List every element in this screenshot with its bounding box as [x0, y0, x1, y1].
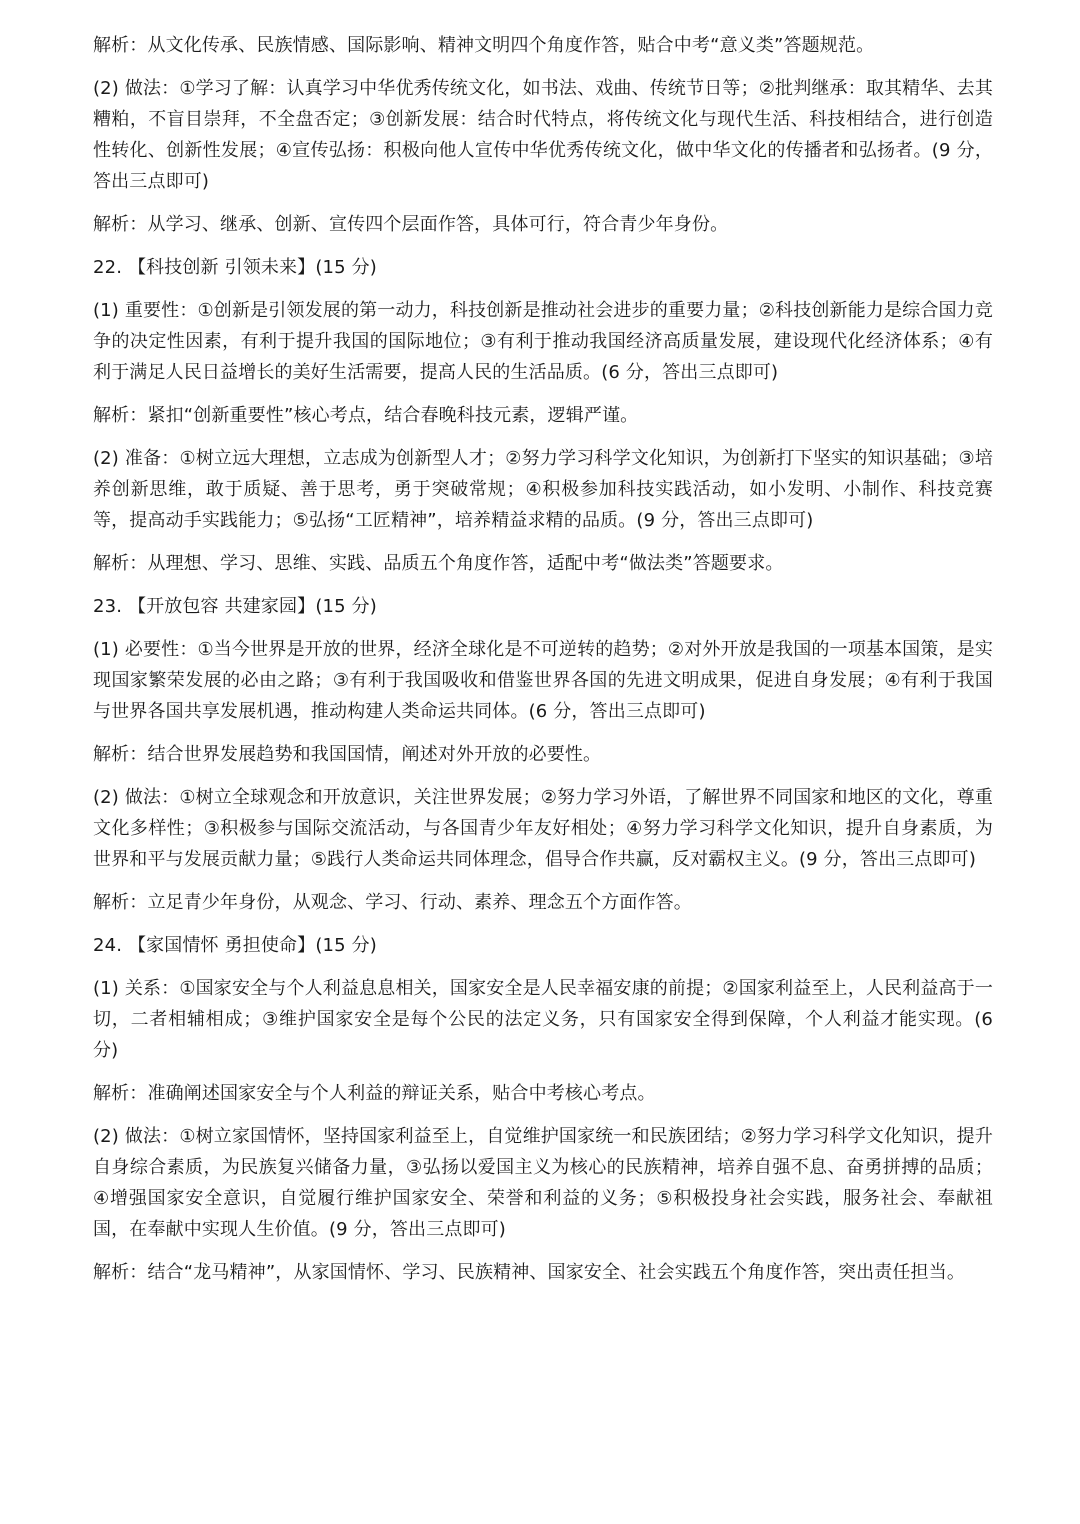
analysis-paragraph: 解析：从文化传承、民族情感、国际影响、精神文明四个角度作答，贴合中考“意义类”答题规范。 — [93, 35, 875, 56]
answer-paragraph: (1) 必要性：①当今世界是开放的世界，经济全球化是不可逆转的趋势；②对外开放是我国的一项基本国策，是实现国家繁荣发展的必由之路；③有利于我国吸收和借鉴世界各国的先进文明成果，促进自身发展；④有利于我国与世界各国共享发展机遇，推动构建人类命运共同体。(6 分，答出三点即可) — [93, 639, 993, 722]
question-heading-23: 23. 【开放包容 共建家园】(15 分) — [93, 596, 377, 617]
answer-paragraph: (2) 做法：①学习了解：认真学习中华优秀传统文化，如书法、戏曲、传统节日等；②批判继承：取其精华、去其糟粕，不盲目崇拜，不全盘否定；③创新发展：结合时代特点，将传统文化与现代生活、科技相结合，进行创造性转化、创新性发展；④宣传弘扬：积极向他人宣传中华优秀传统文化，做中华文化的传播者和弘扬者。(9 分，答出三点即可) — [93, 78, 993, 192]
analysis-paragraph: 解析：立足青少年身份，从观念、学习、行动、素养、理念五个方面作答。 — [93, 892, 692, 913]
answer-paragraph: (1) 关系：①国家安全与个人利益息息相关，国家安全是人民幸福安康的前提；②国家利益至上，人民利益高于一切，二者相辅相成；③维护国家安全是每个公民的法定义务，只有国家安全得到保障，个人利益才能实现。(6 分) — [93, 978, 993, 1061]
analysis-paragraph: 解析：紧扣“创新重要性”核心考点，结合春晚科技元素，逻辑严谨。 — [93, 405, 639, 426]
analysis-paragraph: 解析：从理想、学习、思维、实践、品质五个角度作答，适配中考“做法类”答题要求。 — [93, 553, 784, 574]
analysis-paragraph: 解析：结合“龙马精神”，从家国情怀、学习、民族精神、国家安全、社会实践五个角度作答，突出责任担当。 — [93, 1262, 965, 1283]
analysis-paragraph: 解析：结合世界发展趋势和我国国情，阐述对外开放的必要性。 — [93, 744, 602, 765]
answer-paragraph: (1) 重要性：①创新是引领发展的第一动力，科技创新是推动社会进步的重要力量；②科技创新能力是综合国力竞争的决定性因素，有利于提升我国的国际地位；③有利于推动我国经济高质量发展，建设现代化经济体系；④有利于满足人民日益增长的美好生活需要，提高人民的生活品质。(6 分，答出三点即可) — [93, 300, 993, 383]
analysis-paragraph: 解析：准确阐述国家安全与个人利益的辩证关系，贴合中考核心考点。 — [93, 1083, 656, 1104]
answer-paragraph: (2) 做法：①树立全球观念和开放意识，关注世界发展；②努力学习外语，了解世界不同国家和地区的文化，尊重文化多样性；③积极参与国际交流活动，与各国青少年友好相处；④努力学习科学文化知识，提升自身素质，为世界和平与发展贡献力量；⑤践行人类命运共同体理念，倡导合作共赢，反对霸权主义。(9 分，答出三点即可) — [93, 787, 993, 870]
answer-paragraph: (2) 做法：①树立家国情怀，坚持国家利益至上，自觉维护国家统一和民族团结；②努力学习科学文化知识，提升自身综合素质，为民族复兴储备力量，③弘扬以爱国主义为核心的民族精神，培养自强不息、奋勇拼搏的品质；④增强国家安全意识，自觉履行维护国家安全、荣誉和利益的义务；⑤积极投身社会实践，服务社会、奉献祖国，在奉献中实现人生价值。(9 分，答出三点即可) — [93, 1126, 993, 1240]
analysis-paragraph: 解析：从学习、继承、创新、宣传四个层面作答，具体可行，符合青少年身份。 — [93, 214, 729, 235]
question-heading-24: 24. 【家国情怀 勇担使命】(15 分) — [93, 935, 377, 956]
question-heading-22: 22. 【科技创新 引领未来】(15 分) — [93, 257, 377, 278]
answer-paragraph: (2) 准备：①树立远大理想，立志成为创新型人才；②努力学习科学文化知识，为创新打下坚实的知识基础；③培养创新思维，敢于质疑、善于思考，勇于突破常规；④积极参加科技实践活动，如小发明、小制作、科技竞赛等，提高动手实践能力；⑤弘扬“工匠精神”，培养精益求精的品质。(9 分，答出三点即可) — [93, 448, 993, 531]
answer-page — [93, 30, 993, 1300]
